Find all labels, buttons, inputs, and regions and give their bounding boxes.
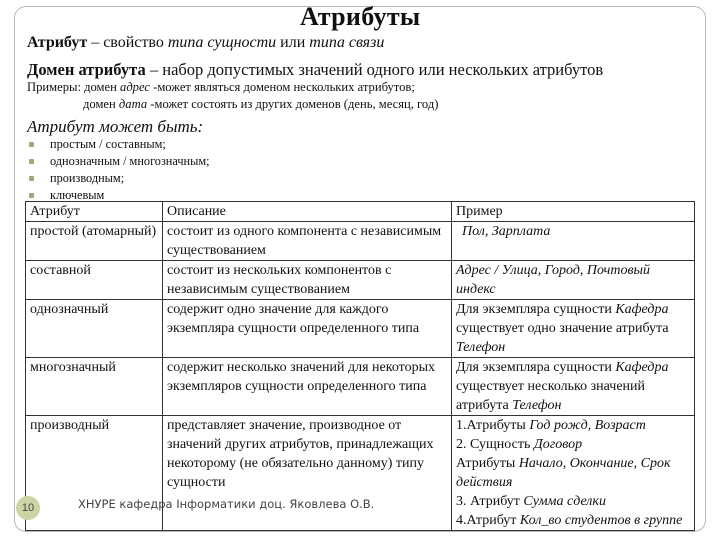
cell-attr: простой (атомарный) bbox=[26, 222, 163, 261]
examples-line-2: домен дата -может состоять из других доменов (день, месяц, год) bbox=[83, 97, 439, 111]
table-row bbox=[26, 416, 695, 531]
cell-attr: составной bbox=[26, 261, 163, 300]
table-row bbox=[26, 358, 695, 416]
cell-example: Для экземпляра сущности Кафедра существует одно значение атрибута Телефон bbox=[452, 300, 695, 358]
page-number: 10 bbox=[16, 496, 40, 520]
cell-attr: однозначный bbox=[26, 300, 163, 358]
list-item: производным; bbox=[29, 170, 210, 187]
cell-attr: многозначный bbox=[26, 358, 163, 416]
examples-line-1: Примеры: домен адрес -может являться доменом нескольких атрибутов; bbox=[27, 80, 415, 94]
attribute-may-be-heading: Атрибут может быть: bbox=[27, 117, 204, 136]
slide-title: Атрибуты bbox=[300, 2, 421, 31]
attribute-definition: Атрибут – свойство типа сущности или типа связи bbox=[27, 34, 385, 51]
table-row bbox=[26, 222, 695, 261]
header-example: Пример bbox=[452, 202, 695, 222]
domain-term: Домен атрибута bbox=[27, 60, 146, 79]
header-description: Описание bbox=[163, 202, 452, 222]
attribute-types-table bbox=[25, 201, 695, 531]
cell-example: Для экземпляра сущности Кафедра существует несколько значений атрибута Телефон bbox=[452, 358, 695, 416]
attribute-kinds-list bbox=[29, 136, 210, 204]
cell-desc: содержит одно значение для каждого экземпляра сущности определенного типа bbox=[163, 300, 452, 358]
cell-desc: состоит из одного компонента с независимым существованием bbox=[163, 222, 452, 261]
attribute-term: Атрибут bbox=[27, 34, 88, 51]
table-row bbox=[26, 261, 695, 300]
cell-desc: содержит несколько значений для некоторых экземпляров сущности определенного типа bbox=[163, 358, 452, 416]
header-attribute: Атрибут bbox=[26, 202, 163, 222]
cell-desc: представляет значение, производное от значений других атрибутов, принадлежащих некоторому (не обязательно данному) типу сущности bbox=[163, 416, 452, 531]
list-item: простым / составным; bbox=[29, 136, 210, 153]
table-row bbox=[26, 300, 695, 358]
table-header-row bbox=[26, 202, 695, 222]
list-item: однозначным / многозначным; bbox=[29, 153, 210, 170]
list-item: ключевым bbox=[29, 187, 210, 204]
cell-example: Адрес / Улица, Город, Почтовый индекс bbox=[452, 261, 695, 300]
cell-attr: производный bbox=[26, 416, 163, 531]
footer-text: ХНУРЕ кафедра Інформатики доц. Яковлева О.В. bbox=[78, 497, 375, 511]
cell-example: Пол, Зарплата bbox=[452, 222, 695, 261]
cell-example: 1.Атрибуты Год рожд, Возраст 2. Сущность Договор Атрибуты Начало, Окончание, Срок действия 3. Атрибут Сумма сделки 4.Атрибут Кол_во студентов в группе bbox=[452, 416, 695, 531]
cell-desc: состоит из нескольких компонентов с независимым существованием bbox=[163, 261, 452, 300]
domain-definition: Домен атрибута – набор допустимых значений одного или нескольких атрибутов bbox=[27, 60, 604, 79]
